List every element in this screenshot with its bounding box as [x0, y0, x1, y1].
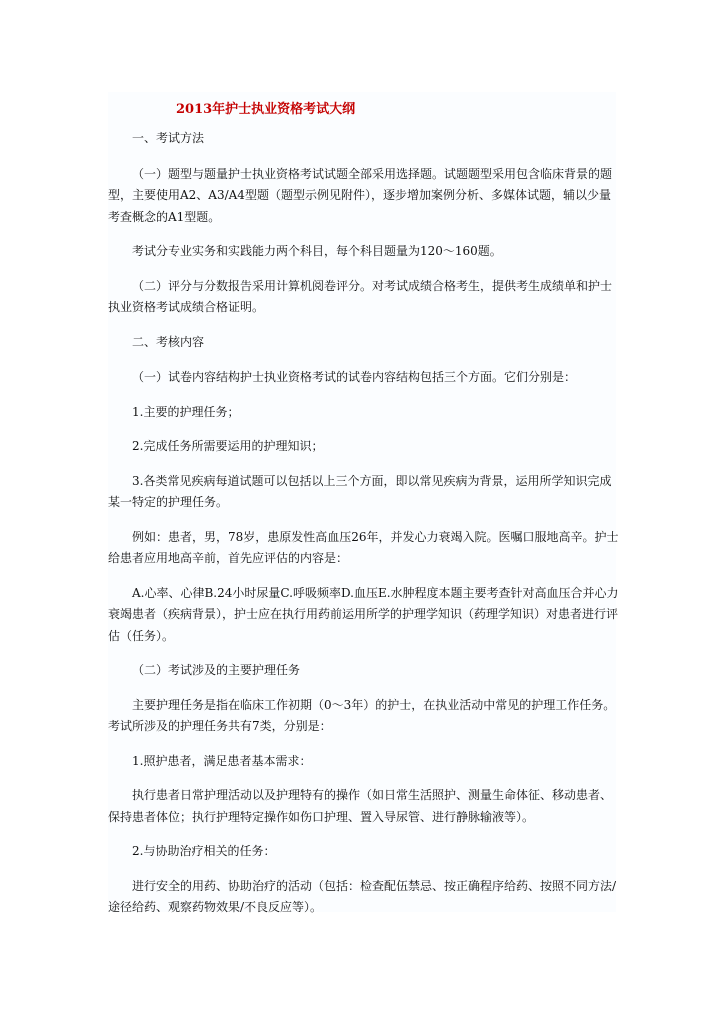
paragraph-scoring: （二）评分与分数报告采用计算机阅卷评分。对考试成绩合格考生，提供考生成绩单和护士执业资格考试成绩合格证明。: [108, 278, 613, 314]
paragraph-example-question: 例如：患者，男，78岁，患原发性高血压26年，并发心力衰竭入院。医嘱口服地高辛。护士给患者应用地高辛前，首先应评估的内容是：: [108, 529, 619, 565]
subsection-heading-nursing-tasks: （二）考试涉及的主要护理任务: [132, 663, 301, 677]
paragraph-example-answer: A.心率、心律B.24小时尿量C.呼吸频率D.血压E.水肿程度本题主要考查针对高血压合并心力衰竭患者（疾病背景），护士应在执行用药前运用所学的护理学知识（药理学知识）对患者进行评估（任务）。: [108, 585, 619, 643]
list-item-patient-care: 1.照护患者，满足患者基本需求：: [132, 753, 312, 768]
section-heading-exam-content: 二、考核内容: [132, 334, 205, 349]
list-item-treatment-assist: 2.与协助治疗相关的任务：: [132, 844, 276, 858]
paragraph-question-types: （一）题型与题量护士执业资格考试试题全部采用选择题。试题题型采用包含临床背景的题型，主要使用A2、A3/A4型题（题型示例见附件），逐步增加案例分析、多媒体试题，辅以少量考查概念的A1型题。: [108, 166, 613, 224]
document-title: 2013年护士执业资格考试大纲: [176, 102, 356, 117]
document-body: [108, 128, 622, 932]
paragraph-task-definition: 主要护理任务是指在临床工作初期（0～3年）的护士，在执业活动中常见的护理工作任务。考试所涉及的护理任务共有7类，分别是：: [108, 697, 616, 733]
paragraph-content-structure: （一）试卷内容结构护士执业资格考试的试卷内容结构包括三个方面。它们分别是：: [132, 370, 577, 384]
section-heading-exam-method: 一、考试方法: [132, 131, 205, 145]
list-item-common-diseases: 3.各类常见疾病每道试题可以包括以上三个方面，即以常见疾病为背景，运用所学知识完成某一特定的护理任务。: [108, 473, 612, 509]
list-item-nursing-knowledge: 2.完成任务所需要运用的护理知识；: [132, 439, 324, 453]
paragraph-patient-care-detail: 执行患者日常护理活动以及护理特有的操作（如日常生活照护、测量生命体征、移动患者、保持患者体位；执行护理特定操作如伤口护理、置入导尿管、进行静脉输液等）。: [108, 788, 613, 824]
paragraph-subjects: 考试分专业实务和实践能力两个科目，每个科目题量为120～160题。: [132, 244, 502, 258]
list-item-main-tasks: 1.主要的护理任务；: [132, 404, 240, 419]
paragraph-treatment-detail: 进行安全的用药、协助治疗的活动（包括：检查配伍禁忌、按正确程序给药、按照不同方法/途径给药、观察药物效果/不良反应等）。: [108, 878, 617, 914]
